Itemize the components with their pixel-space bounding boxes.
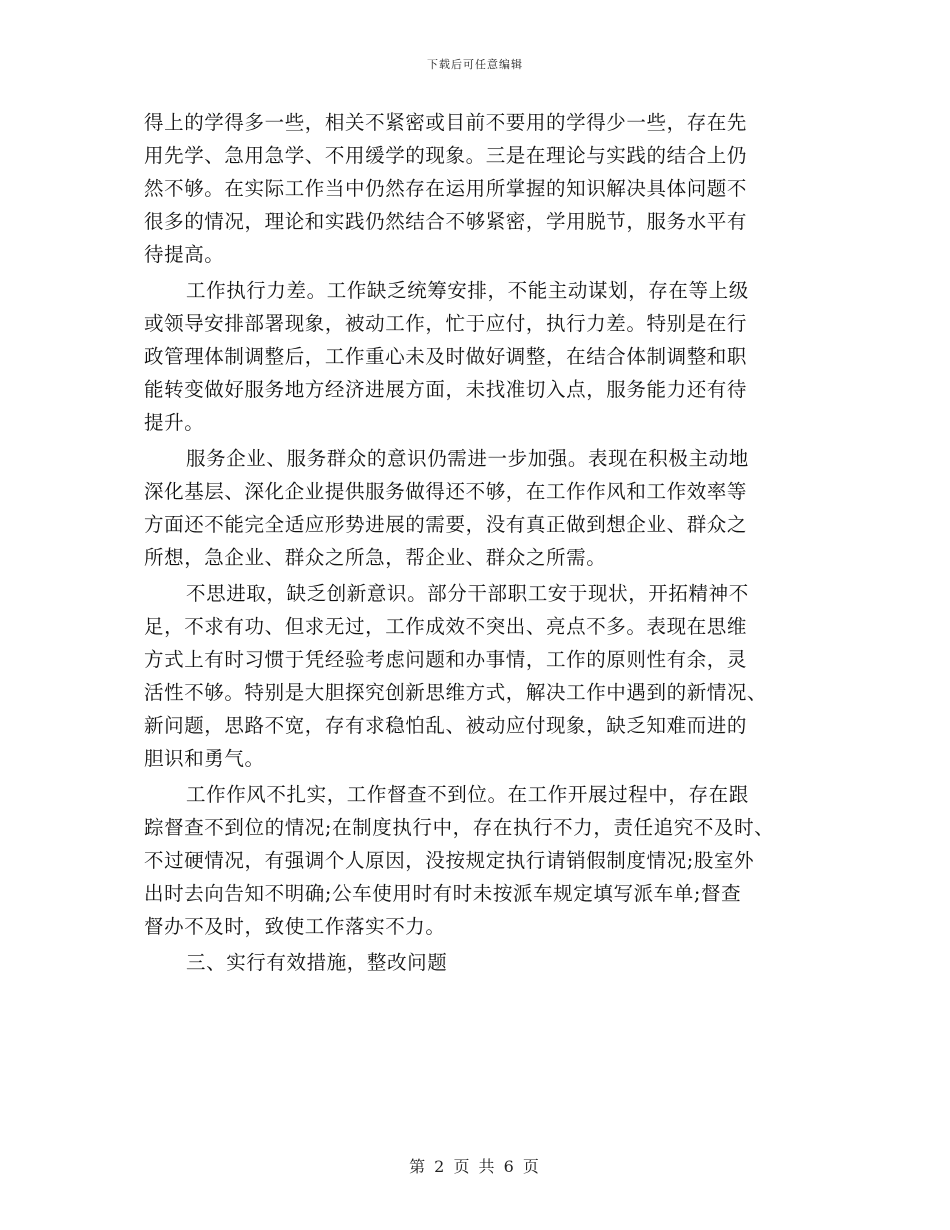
paragraph	[144, 577, 804, 775]
text-line: 督办不及时，致使工作落实不力。	[144, 915, 446, 938]
text-line: 提升。	[144, 411, 205, 434]
text-line: 待提高。	[144, 243, 225, 266]
text-line: 用先学、急用急学、不用缓学的现象。三是在理论与实践的结合上仍	[144, 144, 748, 167]
text-line: 三、实行有效措施，整改问题	[186, 951, 448, 974]
text-line: 政管理体制调整后，工作重心未及时做好调整，在结合体制调整和职	[144, 345, 748, 368]
document-body	[144, 106, 804, 979]
text-line: 能转变做好服务地方经济进展方面，未找准切入点，服务能力还有待	[144, 378, 748, 401]
text-line: 服务企业、服务群众的意识仍需进一步加强。表现在积极主动地	[186, 447, 749, 470]
page-header: 下载后可任意编辑	[427, 58, 523, 71]
text-line: 工作作风不扎实，工作督查不到位。在工作开展过程中，存在跟	[186, 783, 749, 806]
section-heading	[144, 946, 804, 979]
paragraph	[144, 442, 804, 574]
text-line: 很多的情况，理论和实践仍然结合不够紧密，学用脱节，服务水平有	[144, 210, 748, 233]
text-line: 然不够。在实际工作当中仍然存在运用所掌握的知识解决具体问题不	[144, 177, 748, 200]
text-line: 足，不求有功、但求无过，工作成效不突出、亮点不多。表现在思维	[144, 615, 748, 638]
page-footer: 第 2 页 共 6 页	[409, 1157, 541, 1176]
text-line: 新问题，思路不宽，存有求稳怕乱、被动应付现象，缺乏知难而进的	[144, 714, 748, 737]
text-line: 得上的学得多一些，相关不紧密或目前不要用的学得少一些，存在先	[144, 111, 748, 134]
text-line: 不思进取，缺乏创新意识。部分干部职工安于现状，开拓精神不	[186, 582, 749, 605]
text-line: 不过硬情况，有强调个人原因，没按规定执行请销假制度情况;股室外	[144, 849, 755, 872]
paragraph	[144, 106, 804, 271]
text-line: 出时去向告知不明确;公车使用时有时未按派车规定填写派车单;督查	[144, 882, 742, 905]
text-line: 方式上有时习惯于凭经验考虑问题和办事情，工作的原则性有余，灵	[144, 648, 748, 671]
paragraph	[144, 778, 804, 943]
text-line: 方面还不能完全适应形势进展的需要，没有真正做到想企业、群众之	[144, 513, 748, 536]
text-line: 踪督查不到位的情况;在制度执行中，存在执行不力，责任追究不及时、	[144, 816, 775, 839]
text-line: 或领导安排部署现象，被动工作，忙于应付，执行力差。特别是在行	[144, 312, 748, 335]
paragraph	[144, 274, 804, 439]
text-line: 所想，急企业、群众之所急，帮企业、群众之所需。	[144, 546, 607, 569]
text-line: 工作执行力差。工作缺乏统筹安排，不能主动谋划，存在等上级	[186, 279, 749, 302]
text-line: 活性不够。特别是大胆探究创新思维方式，解决工作中遇到的新情况、	[144, 681, 768, 704]
text-line: 胆识和勇气。	[144, 747, 265, 770]
text-line: 深化基层、深化企业提供服务做得还不够，在工作作风和工作效率等	[144, 480, 748, 503]
